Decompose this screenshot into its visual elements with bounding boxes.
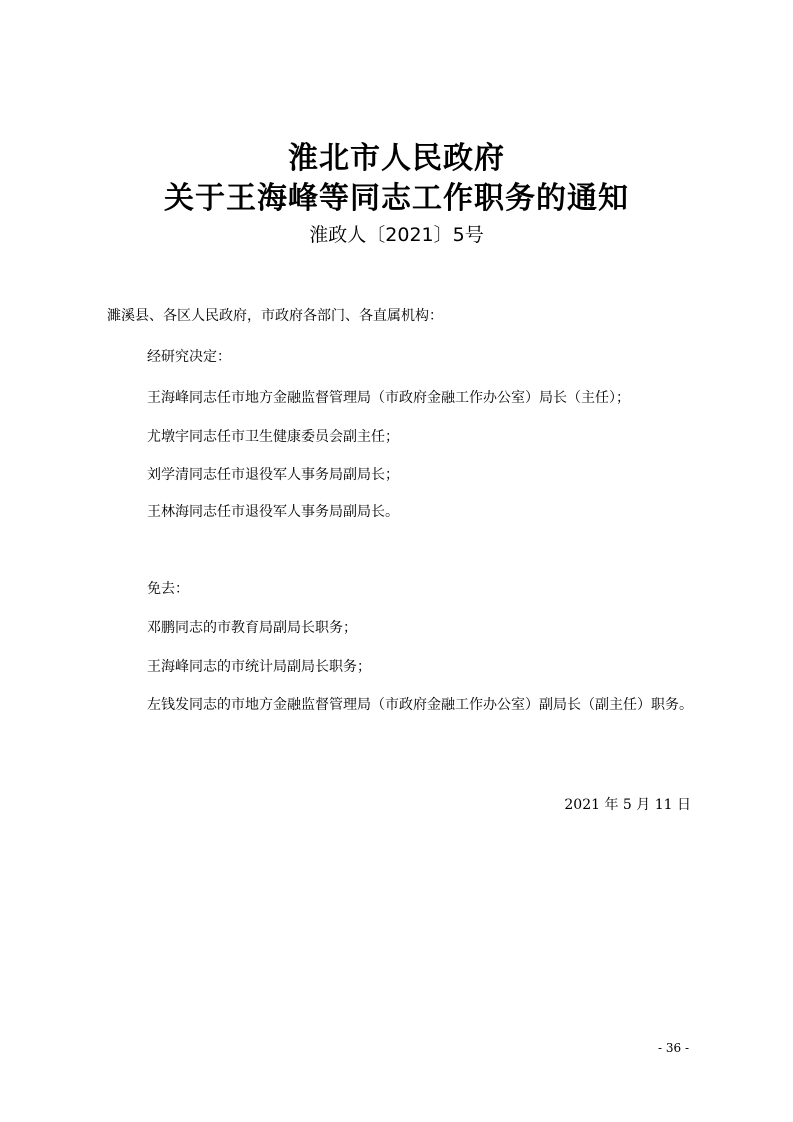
removal-item: 左钱发同志的市地方金融监督管理局（市政府金融工作办公室）副局长（副主任）职务。 (147, 697, 693, 713)
document-number: 淮政人〔2021〕5号 (309, 224, 484, 246)
appointment-item: 王林海同志任市退役军人事务局副局长。 (147, 504, 399, 520)
page-number: - 36 - (657, 1041, 689, 1055)
removal-item: 邓鹏同志的市教育局副局长职务； (147, 620, 357, 636)
addressee: 濉溪县、各区人民政府，市政府各部门、各直属机构： (107, 308, 443, 324)
removal-intro: 免去： (147, 581, 189, 597)
appointment-item: 尤墩宇同志任市卫生健康委员会副主任； (147, 429, 399, 445)
issue-date: 2021 年 5 月 11 日 (564, 797, 691, 813)
removal-item: 王海峰同志的市统计局副局长职务； (147, 659, 371, 675)
document-title-line1: 淮北市人民政府 (288, 141, 505, 176)
document-title-line2: 关于王海峰等同志工作职务的通知 (164, 181, 629, 216)
decision-intro: 经研究决定： (147, 349, 231, 365)
appointment-item: 王海峰同志任市地方金融监督管理局（市政府金融工作办公室）局长（主任）； (147, 390, 630, 406)
appointment-item: 刘学清同志任市退役军人事务局副局长； (147, 467, 399, 483)
